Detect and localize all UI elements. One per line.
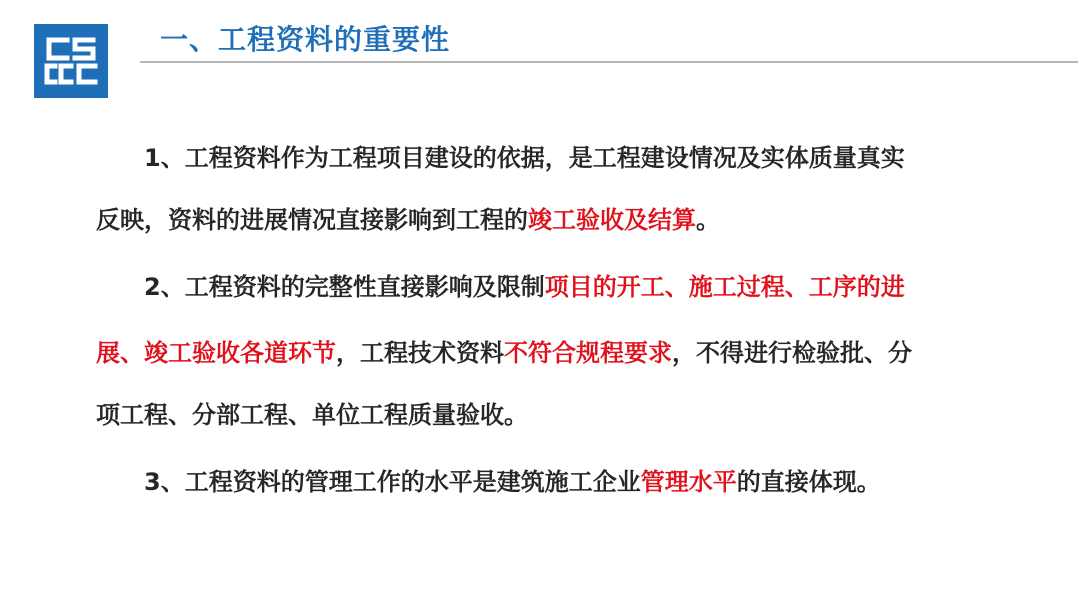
paragraph-text: ，不得进行检验批、分 [672,339,912,367]
paragraph-2-line-2 [96,333,912,373]
paragraph-text: 。 [696,206,720,234]
paragraph-text: 的直接体现。 [736,468,881,496]
highlighted-text: 管理水平 [640,468,737,496]
company-logo [34,24,108,98]
paragraph-text: 3、工程资料的管理工作的水平是建筑施工企业 [144,468,641,496]
paragraph-2-line-3 [96,395,528,435]
paragraph-1-line-2 [96,200,720,240]
cscec-logo-icon [41,32,101,90]
paragraph-text: 1、工程资料作为工程项目建设的依据，是工程建设情况及实体质量真实 [144,144,905,172]
paragraph-1-line-1 [144,138,905,178]
paragraph-text: 反映，资料的进展情况直接影响到工程的 [96,206,528,234]
highlighted-text: 项目的开工、施工过程、工序的进 [544,273,905,301]
paragraph-3-line-1 [144,462,881,502]
paragraph-2-line-1 [144,267,905,307]
highlighted-text: 不符合规程要求 [504,339,672,367]
paragraph-text: ，工程技术资料 [336,339,504,367]
paragraph-text: 项工程、分部工程、单位工程质量验收。 [96,401,528,429]
paragraph-text: 2、工程资料的完整性直接影响及限制 [144,273,545,301]
highlighted-text: 展、竣工验收各道环节 [96,339,336,367]
highlighted-text: 竣工验收及结算 [528,206,696,234]
title-divider [140,61,1078,63]
page-title: 一、工程资料的重要性 [160,23,451,56]
